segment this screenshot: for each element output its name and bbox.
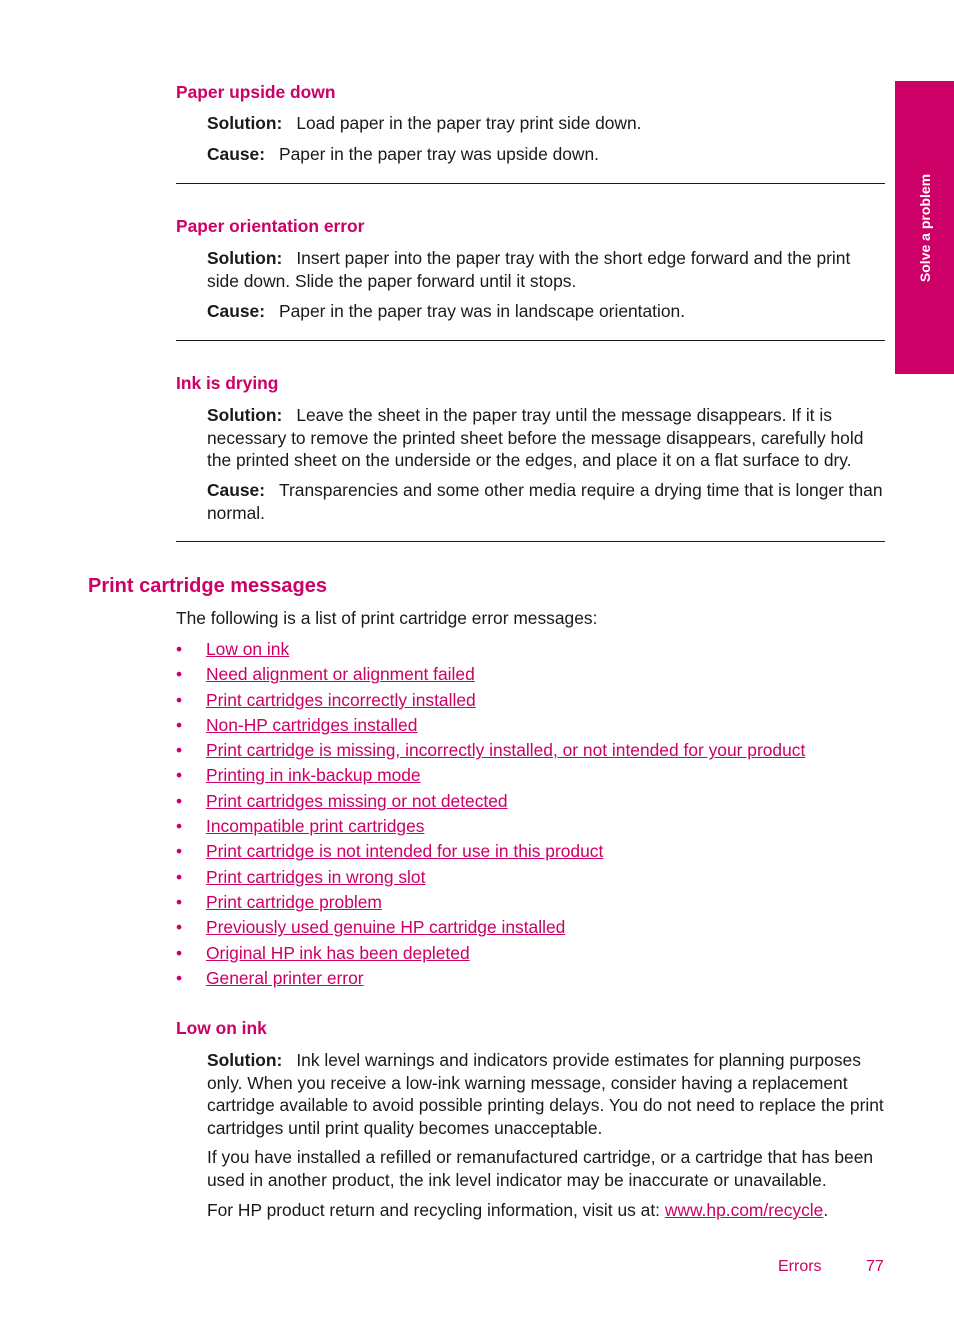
link-missing-or-not-detected[interactable]: Print cartridges missing or not detected (206, 790, 508, 811)
link-cartridge-missing-or-incorrect[interactable]: Print cartridge is missing, incorrectly installed, or not intended for your product (206, 740, 806, 761)
low-ink-paragraph-3 (207, 1199, 885, 1222)
list-item (176, 966, 805, 991)
recycle-suffix: . (823, 1200, 829, 1220)
solution-text: Ink level warnings and indicators provide estimates for planning purposes only. When you receive a low-ink warning message, consider having a replacement cartridge available to avoid possible printing delays. You do not need to replace the print cartridges until print quality becomes unacceptable. (207, 1050, 884, 1138)
footer-page-number: 77 (866, 1258, 884, 1275)
bullet-icon: • (176, 917, 183, 938)
divider (176, 340, 885, 341)
solution-label: Solution: (207, 248, 283, 268)
solution-text: Load paper in the paper tray print side down. (296, 113, 642, 133)
solution-label: Solution: (207, 113, 283, 133)
cause-text: Transparencies and some other media require a drying time that is longer than normal. (207, 480, 883, 523)
recycle-link[interactable]: www.hp.com/recycle (664, 1200, 824, 1220)
heading-low-on-ink: Low on ink (176, 1018, 267, 1038)
heading-paper-orientation-error: Paper orientation error (176, 216, 365, 236)
solution-ink-drying (207, 404, 885, 472)
cartridge-message-list (176, 637, 805, 991)
list-item (176, 941, 805, 966)
list-item (176, 763, 805, 788)
link-previously-used-cartridge[interactable]: Previously used genuine HP cartridge installed (206, 917, 566, 938)
link-cartridge-problem[interactable]: Print cartridge problem (206, 891, 382, 912)
solution-text: Leave the sheet in the paper tray until the message disappears. If it is necessary to remove the printed sheet before the message disappears, carefully hold the printed sheet on the underside or the edges, and place it on a flat surface to dry. (207, 405, 864, 470)
heading-ink-is-drying: Ink is drying (176, 373, 279, 393)
solution-text: Insert paper into the paper tray with the short edge forward and the print side down. Slide the paper forward until it stops. (207, 248, 851, 291)
list-item (176, 915, 805, 940)
cartridge-intro: The following is a list of print cartridge error messages: (176, 608, 598, 628)
cause-label: Cause: (207, 480, 265, 500)
solution-paper-orientation (207, 247, 885, 292)
list-item (176, 789, 805, 814)
list-item (176, 890, 805, 915)
divider (176, 183, 885, 184)
list-item (176, 814, 805, 839)
link-general-printer-error[interactable]: General printer error (206, 967, 364, 988)
link-low-on-ink[interactable]: Low on ink (206, 639, 290, 659)
bullet-icon: • (176, 689, 183, 710)
solution-label: Solution: (207, 1050, 283, 1070)
list-item (176, 865, 805, 890)
bullet-icon: • (176, 765, 183, 786)
list-item (176, 688, 805, 713)
link-wrong-slot[interactable]: Print cartridges in wrong slot (206, 866, 426, 887)
cause-paper-upside-down (207, 143, 885, 166)
cause-paper-orientation (207, 300, 885, 323)
cause-label: Cause: (207, 301, 265, 321)
bullet-icon: • (176, 816, 183, 837)
recycle-prefix: For HP product return and recycling information, visit us at: (207, 1200, 665, 1220)
footer-section-name: Errors (778, 1258, 822, 1275)
divider (176, 541, 885, 542)
bullet-icon: • (176, 664, 183, 685)
bullet-icon: • (176, 790, 183, 811)
low-ink-paragraph-2: If you have installed a refilled or remanufactured cartridge, or a cartridge that has been used in another product, the ink level indicator may be inaccurate or unavailable. (207, 1147, 874, 1190)
link-non-hp-cartridges[interactable]: Non-HP cartridges installed (206, 714, 418, 735)
bullet-icon: • (176, 740, 183, 761)
heading-print-cartridge-messages: Print cartridge messages (88, 575, 327, 597)
link-ink-backup-mode[interactable]: Printing in ink-backup mode (206, 765, 421, 786)
cause-label: Cause: (207, 144, 265, 164)
bullet-icon: • (176, 942, 183, 963)
link-need-alignment[interactable]: Need alignment or alignment failed (206, 664, 475, 685)
link-not-intended-for-product[interactable]: Print cartridge is not intended for use in this product (206, 841, 604, 862)
solution-low-on-ink (207, 1049, 885, 1139)
link-ink-depleted[interactable]: Original HP ink has been depleted (206, 942, 470, 963)
side-tab (895, 81, 954, 374)
bullet-icon: • (176, 841, 183, 862)
cause-text: Paper in the paper tray was upside down. (279, 144, 599, 164)
solution-label: Solution: (207, 405, 283, 425)
bullet-icon: • (176, 891, 183, 912)
list-item (176, 738, 805, 763)
solution-paper-upside-down (207, 112, 885, 135)
link-incompatible-cartridges[interactable]: Incompatible print cartridges (206, 816, 425, 837)
link-incorrectly-installed[interactable]: Print cartridges incorrectly installed (206, 689, 476, 710)
cause-ink-drying (207, 479, 885, 524)
list-item (176, 662, 805, 687)
bullet-icon: • (176, 639, 183, 659)
list-item (176, 713, 805, 738)
list-item (176, 839, 805, 864)
heading-paper-upside-down: Paper upside down (176, 82, 336, 102)
bullet-icon: • (176, 967, 183, 988)
bullet-icon: • (176, 714, 183, 735)
side-tab-label: Solve a problem (916, 173, 933, 282)
list-item (176, 637, 805, 662)
cause-text: Paper in the paper tray was in landscape orientation. (279, 301, 686, 321)
bullet-icon: • (176, 866, 183, 887)
